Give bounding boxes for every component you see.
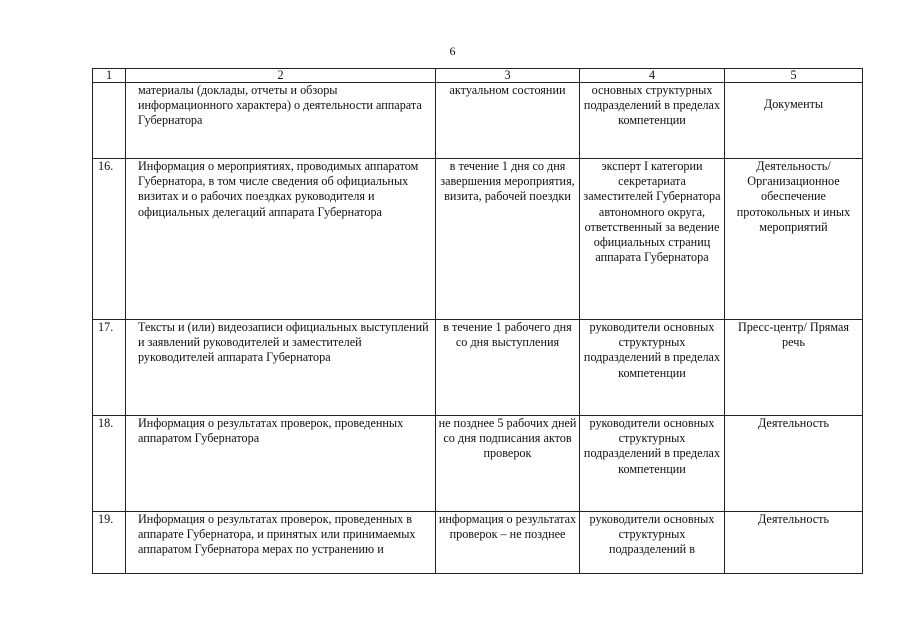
header-col-5: 5 [725,69,863,83]
info-cell: Информация о результатах проверок, проведенных в аппарате Губернатора, и принятых или принимаемых аппаратом Губернатора мерах по устранению и [126,512,436,574]
section-cell: Документы [725,83,863,159]
term-cell: в течение 1 рабочего дня со дня выступления [436,320,580,416]
table-row [93,320,863,416]
section-cell: Деятельность [725,416,863,512]
responsible-cell: руководители основных структурных подразделений в [580,512,725,574]
term-cell: не позднее 5 рабочих дней со дня подписания актов проверок [436,416,580,512]
responsible-cell: эксперт I категории секретариата заместителей Губернатора автономного округа, ответственный за ведение официальных страниц аппарата Губернатора [580,159,725,320]
info-cell: Информация о результатах проверок, проведенных аппаратом Губернатора [126,416,436,512]
row-number: 19. [93,512,126,574]
responsible-cell: основных структурных подразделений в пределах компетенции [580,83,725,159]
section-cell: Деятельность [725,512,863,574]
table-header-row [93,69,863,83]
header-col-4: 4 [580,69,725,83]
row-number: 17. [93,320,126,416]
term-cell: в течение 1 дня со дня завершения мероприятия, визита, рабочей поездки [436,159,580,320]
row-number: 16. [93,159,126,320]
row-number: 18. [93,416,126,512]
table-row [93,83,863,159]
responsible-cell: руководители основных структурных подразделений в пределах компетенции [580,320,725,416]
info-cell: Информация о мероприятиях, проводимых аппаратом Губернатора, в том числе сведения об официальных визитах и о рабочих поездках руководителя и официальных делегаций аппарата Губернатора [126,159,436,320]
info-cell: материалы (доклады, отчеты и обзоры информационного характера) о деятельности аппарата Губернатора [126,83,436,159]
row-number [93,83,126,159]
responsible-cell: руководители основных структурных подразделений в пределах компетенции [580,416,725,512]
section-cell: Деятельность/ Организационное обеспечение протокольных и иных мероприятий [725,159,863,320]
section-cell: Пресс-центр/ Прямая речь [725,320,863,416]
table-row [93,416,863,512]
info-cell: Тексты и (или) видеозаписи официальных выступлений и заявлений руководителей и заместителей руководителей аппарата Губернатора [126,320,436,416]
term-cell: информация о результатах проверок – не позднее [436,512,580,574]
page-number: 6 [449,44,456,58]
table-row [93,512,863,574]
table-row [93,159,863,320]
header-col-3: 3 [436,69,580,83]
term-cell: актуальном состоянии [436,83,580,159]
information-table [92,68,863,574]
header-col-1: 1 [93,69,126,83]
header-col-2: 2 [126,69,436,83]
